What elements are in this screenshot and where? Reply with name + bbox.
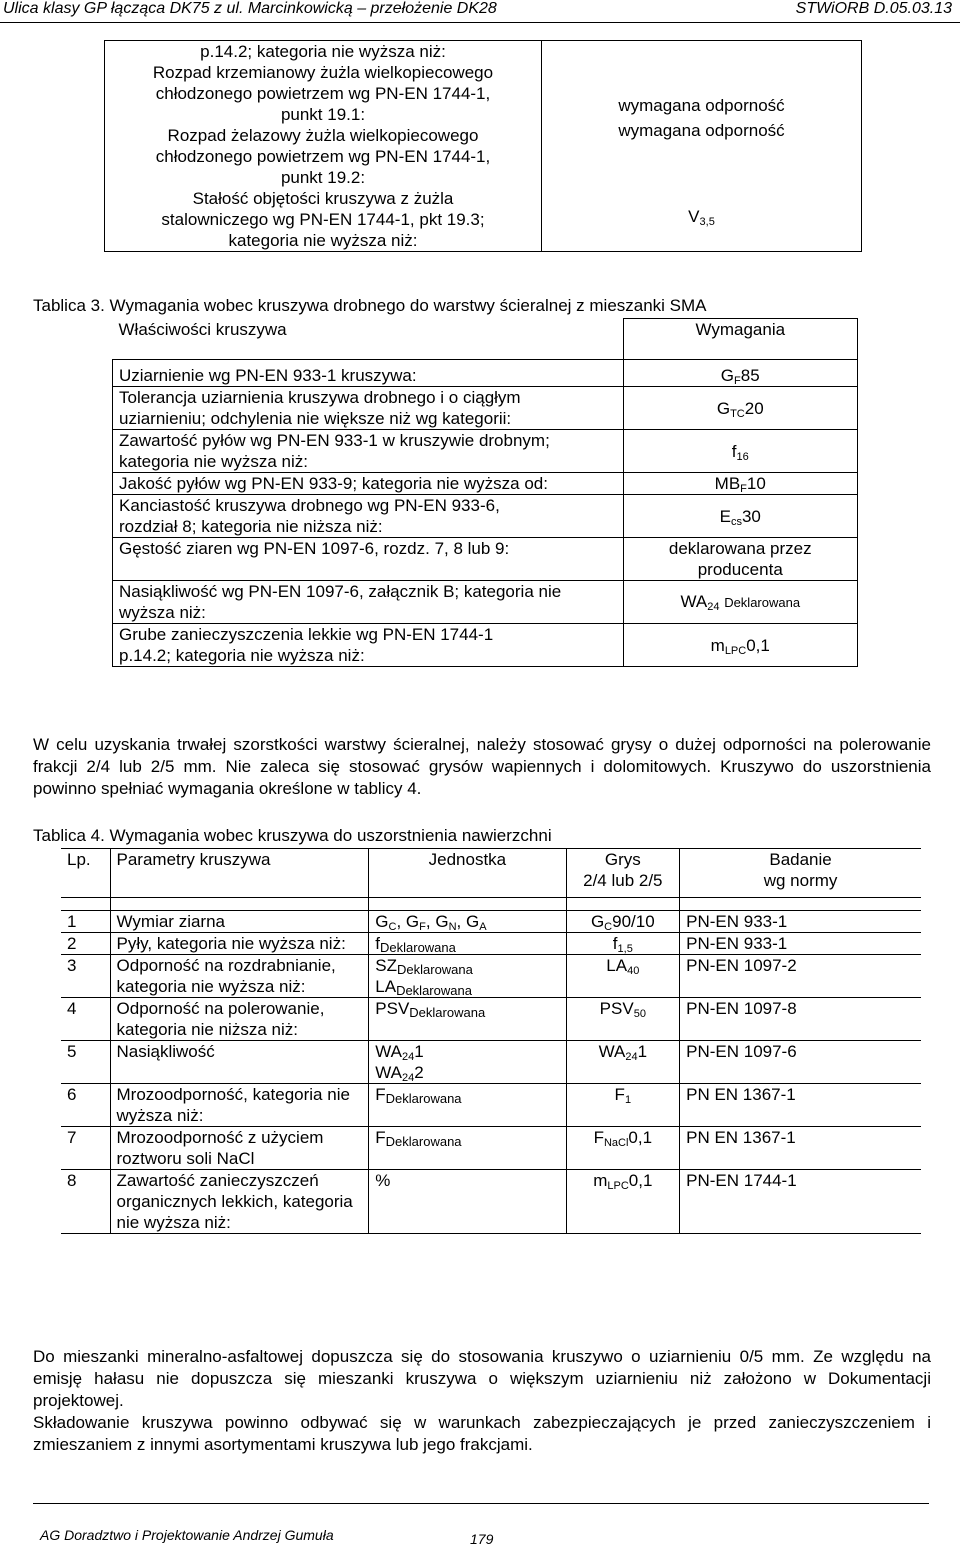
table-row: 7 Mrozoodporność z użyciem roztworu soli NaCl $F_{Deklarowana}$ $F_{NaCl}0,1$ PN EN 1367-1	[61, 1127, 921, 1170]
footer-company: AG Doradztwo i Projektowanie Andrzej Gumuła	[40, 1527, 334, 1543]
table-row: Uziarnienie wg PN-EN 933-1 kruszywa: $G_F85$	[113, 360, 858, 387]
table2-req-3: $V_{3,5}$	[688, 207, 715, 228]
table3-header	[113, 319, 858, 360]
table2-row: p.14.2; kategoria nie wyższa niż: Rozpad krzemianowy żużla wielkopiecowego chłodzonego powietrzem wg PN-EN 1744-1, punkt 19.1: Rozpad żelazowy żużla wielkopiecowego chłodzonego powietrzem wg PN-EN 1744-1, punkt 19.2: Stałość objętości kruszywa z żużla stalowniczego wg PN-EN 1744-1, pkt 19.3; kategoria nie wyższa niż: wymagana odporność wymagana odporność $V_{3,5}$	[105, 41, 862, 252]
table3-caption: Tablica 3. Wymagania wobec kruszywa drobnego do warstwy ścieralnej z mieszanki SMA	[33, 296, 707, 315]
table-row: 8 Zawartość zanieczyszczeń organicznych lekkich, kategoria nie wyższa niż: % $m_{LPC}0,1$ PN-EN 1744-1	[61, 1170, 921, 1234]
table4-caption: Tablica 4. Wymagania wobec kruszywa do uszorstnienia nawierzchni	[33, 826, 552, 845]
table2-req-2: wymagana odporność	[618, 121, 785, 140]
table-row: 5 Nasiąkliwość $WA_{24}1$ $WA_{24}2$ $WA_{24}1$ PN-EN 1097-6	[61, 1041, 921, 1084]
table-row: Jakość pyłów wg PN-EN 933-9; kategoria nie wyższa od: $MB_F10$	[113, 473, 858, 495]
table2	[104, 40, 862, 252]
table-row: Gęstość ziaren wg PN-EN 1097-6, rozdz. 7, 8 lub 9: deklarowana przez producenta	[113, 538, 858, 581]
table-row: Kanciastość kruszywa drobnego wg PN-EN 933-6, rozdział 8; kategoria nie niższa niż: $E_{cs}30$	[113, 495, 858, 538]
paragraph-1: W celu uzyskania trwałej szorstkości warstwy ścieralnej, należy stosować grysy o dużej odporności na polerowanie frakcji 2/4 lub 2/5 mm. Nie zaleca się stosować grysów wapiennych i dolomitowych. Kruszywo do uszorstnienia powinno spełniać wymagania określone w tablicy 4.	[33, 735, 931, 798]
paragraph-3: Składowanie kruszywa powinno odbywać się w warunkach zabezpieczających je przed zanieczyszczeniem i zmieszaniem z innymi asortymentami kruszywa lub jego frakcjami.	[33, 1413, 931, 1454]
table4	[61, 848, 921, 1234]
table3	[112, 318, 858, 667]
table-row: 6 Mrozoodporność, kategoria nie wyższa niż: $F_{Deklarowana}$ $F_1$ PN EN 1367-1	[61, 1084, 921, 1127]
page-number: 179	[470, 1531, 494, 1547]
footer-divider	[33, 1503, 929, 1504]
header-right: STWiORB D.05.03.13	[795, 0, 952, 17]
table3-col-properties: Właściwości kruszywa	[113, 319, 624, 360]
table-row: 4 Odporność na polerowanie, kategoria nie niższa niż: $PSV_{Deklarowana}$ $PSV_{50}$ PN-EN 1097-8	[61, 998, 921, 1041]
table-row: 1 Wymiar ziarna $G_C$, $G_F$, $G_N$, $G_A$ $G_C90/10$ PN-EN 933-1	[61, 911, 921, 933]
table-row: 3 Odporność na rozdrabnianie, kategoria nie wyższa niż: $SZ_{Deklarowana}$ $LA_{Deklarowana}$ $LA_{40}$ PN-EN 1097-2	[61, 955, 921, 998]
table-row: Zawartość pyłów wg PN-EN 933-1 w kruszywie drobnym; kategoria nie wyższa niż: $f_{16}$	[113, 430, 858, 473]
table-row: Tolerancja uziarnienia kruszywa drobnego i o ciągłym uziarnieniu; odchylenia nie większe niż wg kategorii: $G_{TC}20$	[113, 387, 858, 430]
header-left: Ulica klasy GP łącząca DK75 z ul. Marcinkowicką – przełożenie DK28	[3, 0, 497, 17]
table-row: Grube zanieczyszczenia lekkie wg PN-EN 1744-1 p.14.2; kategoria nie wyższa niż: $m_{LPC}0,1$	[113, 624, 858, 667]
table-row: 2 Pyły, kategoria nie wyższa niż: $f_{Deklarowana}$ $f_{1,5}$ PN-EN 933-1	[61, 933, 921, 955]
table3-col-requirements: Wymagania	[623, 319, 858, 360]
table4-header: Lp. Parametry kruszywa Jednostka Grys 2/4 lub 2/5 Badanie wg normy	[61, 849, 921, 898]
table2-req-1: wymagana odporność	[618, 96, 785, 115]
header-divider	[0, 22, 960, 23]
paragraph-2: Do mieszanki mineralno-asfaltowej dopuszcza się do stosowania kruszywo o uziarnieniu 0/5 mm. Ze względu na emisję hałasu nie dopuszcza się mieszanki kruszywa o większym uziarnieniu niż założono w Dokumentacji projektowej.	[33, 1347, 931, 1410]
table-row: Nasiąkliwość wg PN-EN 1097-6, załącznik B; kategoria nie wyższa niż: $WA_{24}$ Deklarowana	[113, 581, 858, 624]
